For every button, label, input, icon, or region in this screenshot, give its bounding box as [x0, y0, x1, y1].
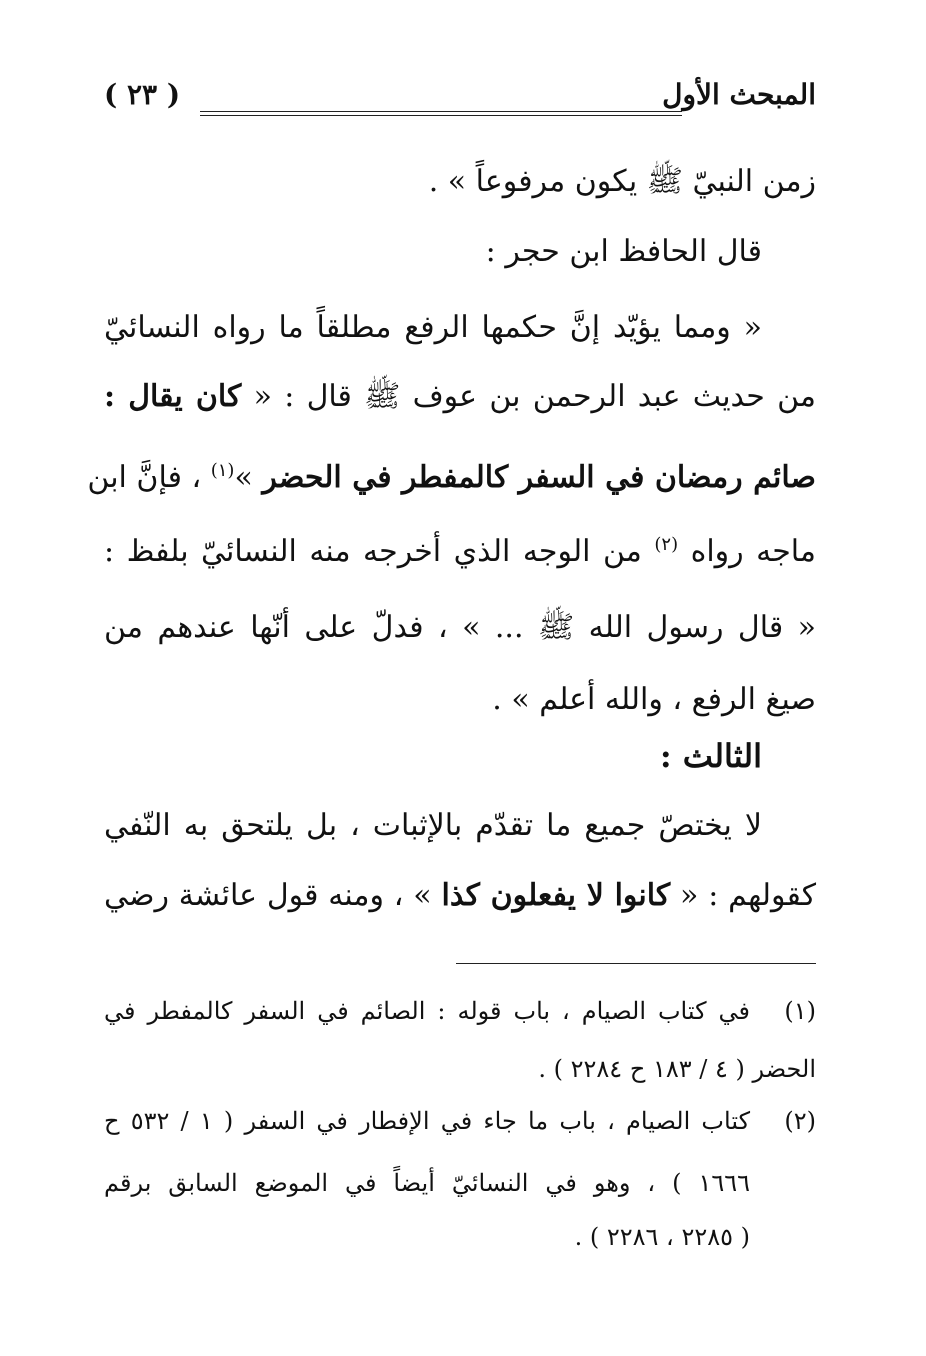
footnote-2-cont-2 [104, 1212, 816, 1262]
body-line-10 [104, 866, 816, 926]
body-line-2: قال الحافظ ابن حجر : [485, 234, 762, 269]
closing-quote: » [234, 460, 253, 495]
footnote-1-cont [104, 1044, 816, 1094]
body-line-4-text: من حديث عبد الرحمن بن عوف ﷺ قال : « [253, 379, 816, 414]
body-line-7: « قال رسول الله ﷺ ... » ، فدلّ على أنّها عندهم من [104, 610, 816, 645]
page-header [104, 78, 816, 122]
body-line-6-head: ماجه رواه [690, 534, 816, 569]
body-line-5 [87, 448, 816, 508]
footnote-1-number: (١) [784, 997, 816, 1025]
body-line-6 [104, 522, 816, 582]
footnote-1 [104, 986, 816, 1036]
footnote-2-line-2: ١٦٦٦ ) ، وهو في النسائيّ أيضاً في الموضع السابق برقم [104, 1169, 750, 1197]
quote-bold-1: كان يقال : [104, 379, 242, 414]
quote-bold-2: كانوا لا يفعلون كذا [441, 878, 671, 913]
body-line-4 [104, 367, 816, 427]
header-rule [200, 111, 682, 116]
body-line-8: صيغ الرفع ، والله أعلم » . [492, 682, 816, 717]
body-line-3: « ومما يؤيّد إنَّ حكمها الرفع مطلقاً ما رواه النسائيّ [104, 310, 762, 345]
chapter-title: المبحث الأول [662, 78, 816, 111]
hadith-quote: صائم رمضان في السفر كالمفطر في الحضر [262, 460, 816, 495]
footnote-ref-2: (٢) [654, 534, 679, 555]
body-line-5-tail: ، فإنَّ ابن [87, 460, 202, 495]
footnote-2-line-1: كتاب الصيام ، باب ما جاء في الإفطار في السفر ( ١ / ٥٣٢ ح [104, 1107, 751, 1135]
footnote-separator [456, 963, 816, 964]
footnote-2 [104, 1096, 816, 1146]
footnote-ref-1: (١) [210, 460, 235, 481]
body-line-1: زمن النبيّ ﷺ يكون مرفوعاً » . [428, 164, 816, 199]
page-number: ( ٢٣ ) [104, 78, 181, 111]
body-line-10-tail: » ، ومنه قول عائشة رضي [104, 878, 432, 913]
footnote-2-line-3: ( ٢٢٨٥ ، ٢٢٨٦ ) . [574, 1223, 750, 1251]
body-line-9: لا يختصّ جميع ما تقدّم بالإثبات ، بل يلتحق به النّفي [104, 808, 762, 843]
body-line-10-head: كقولهم : « [680, 878, 817, 913]
footnote-2-cont-1 [104, 1158, 816, 1208]
body-line-6-tail: من الوجه الذي أخرجه منه النسائيّ بلفظ : [104, 534, 642, 569]
footnote-1-line-1: في كتاب الصيام ، باب قوله : الصائم في السفر كالمفطر في [104, 997, 751, 1025]
section-heading: الثالث : [659, 737, 762, 775]
footnote-2-number: (٢) [784, 1107, 816, 1135]
footnote-1-line-2: الحضر ( ٤ / ١٨٣ ح ٢٢٨٤ ) . [538, 1055, 816, 1083]
